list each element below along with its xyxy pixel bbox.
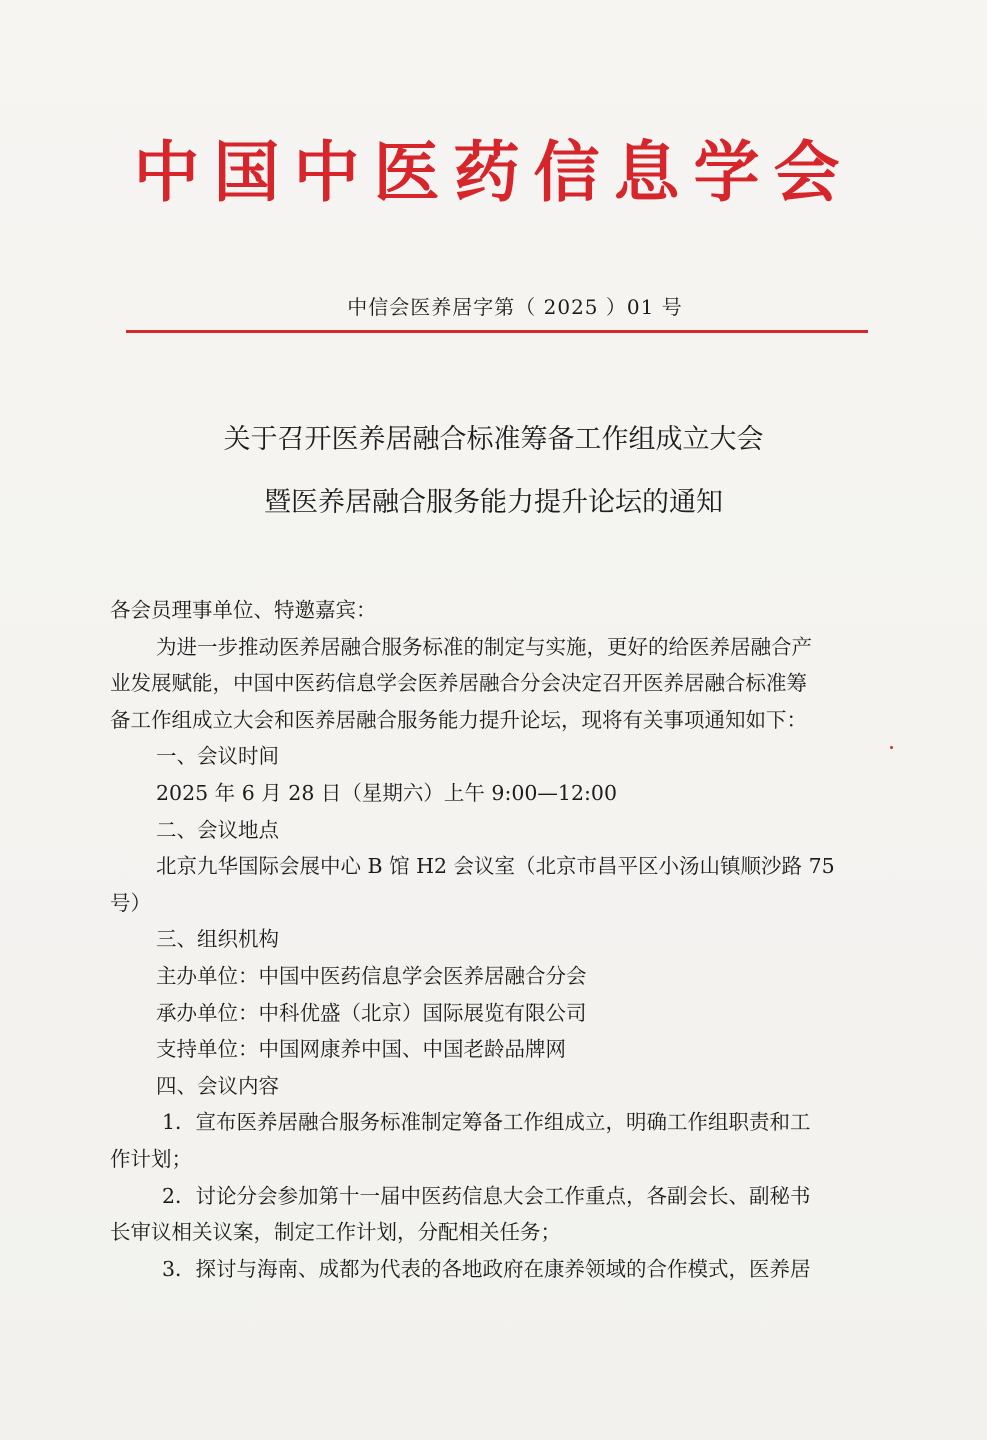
issuer-name: 中国中医药信息学会 bbox=[133, 134, 854, 211]
agenda-item-3: 3．探讨与海南、成都为代表的各地政府在康养领域的合作模式，医养居 bbox=[162, 1256, 811, 1281]
section3-heading: 三、组织机构 bbox=[156, 927, 279, 952]
meeting-time: 2025 年 6 月 28 日（星期六）上午 9:00—12:00 bbox=[156, 780, 618, 805]
agenda-item-1-cont: 作计划； bbox=[110, 1146, 192, 1171]
intro-line: 业发展赋能，中国中医药信息学会医养居融合分会决定召开医养居融合标准筹 bbox=[110, 671, 807, 696]
intro-line: 备工作组成立大会和医养居融合服务能力提升论坛，现将有关事项通知如下： bbox=[110, 707, 807, 732]
notice-body bbox=[110, 592, 905, 1287]
notice-title-line2: 暨医养居融合服务能力提升论坛的通知 bbox=[264, 487, 723, 518]
supporter-unit: 支持单位：中国网康养中国、中国老龄品牌网 bbox=[156, 1037, 566, 1062]
notice-title-line1: 关于召开医养居融合标准筹备工作组成立大会 bbox=[223, 424, 764, 455]
section1-heading: 一、会议时间 bbox=[156, 744, 279, 769]
agenda-item-2-cont: 长审议相关议案，制定工作计划，分配相关任务； bbox=[110, 1220, 561, 1245]
meeting-location: 北京九华国际会展中心 B 馆 H2 会议室（北京市昌平区小汤山镇顺沙路 75 bbox=[156, 854, 835, 879]
section4-heading: 四、会议内容 bbox=[156, 1073, 279, 1098]
intro-line: 为进一步推动医养居融合服务标准的制定与实施，更好的给医养居融合产 bbox=[156, 634, 812, 659]
salutation: 各会员理事单位、特邀嘉宾： bbox=[110, 598, 377, 622]
agenda-item-2: 2．讨论分会参加第十一届中医药信息大会工作重点，各副会长、副秘书 bbox=[162, 1183, 811, 1208]
organizer-unit: 承办单位：中科优盛（北京）国际展览有限公司 bbox=[156, 1000, 587, 1025]
red-divider-line bbox=[126, 330, 868, 333]
meeting-location-cont: 号） bbox=[110, 890, 151, 915]
host-unit: 主办单位：中国中医药信息学会医养居融合分会 bbox=[156, 963, 587, 988]
agenda-item-1: 1．宣布医养居融合服务标准制定筹备工作组成立，明确工作组职责和工 bbox=[162, 1110, 811, 1135]
paper-speck bbox=[890, 746, 893, 749]
document-number: 中信会医养居字第（ 2025 ）01 号 bbox=[347, 295, 683, 319]
section2-heading: 二、会议地点 bbox=[156, 817, 279, 842]
